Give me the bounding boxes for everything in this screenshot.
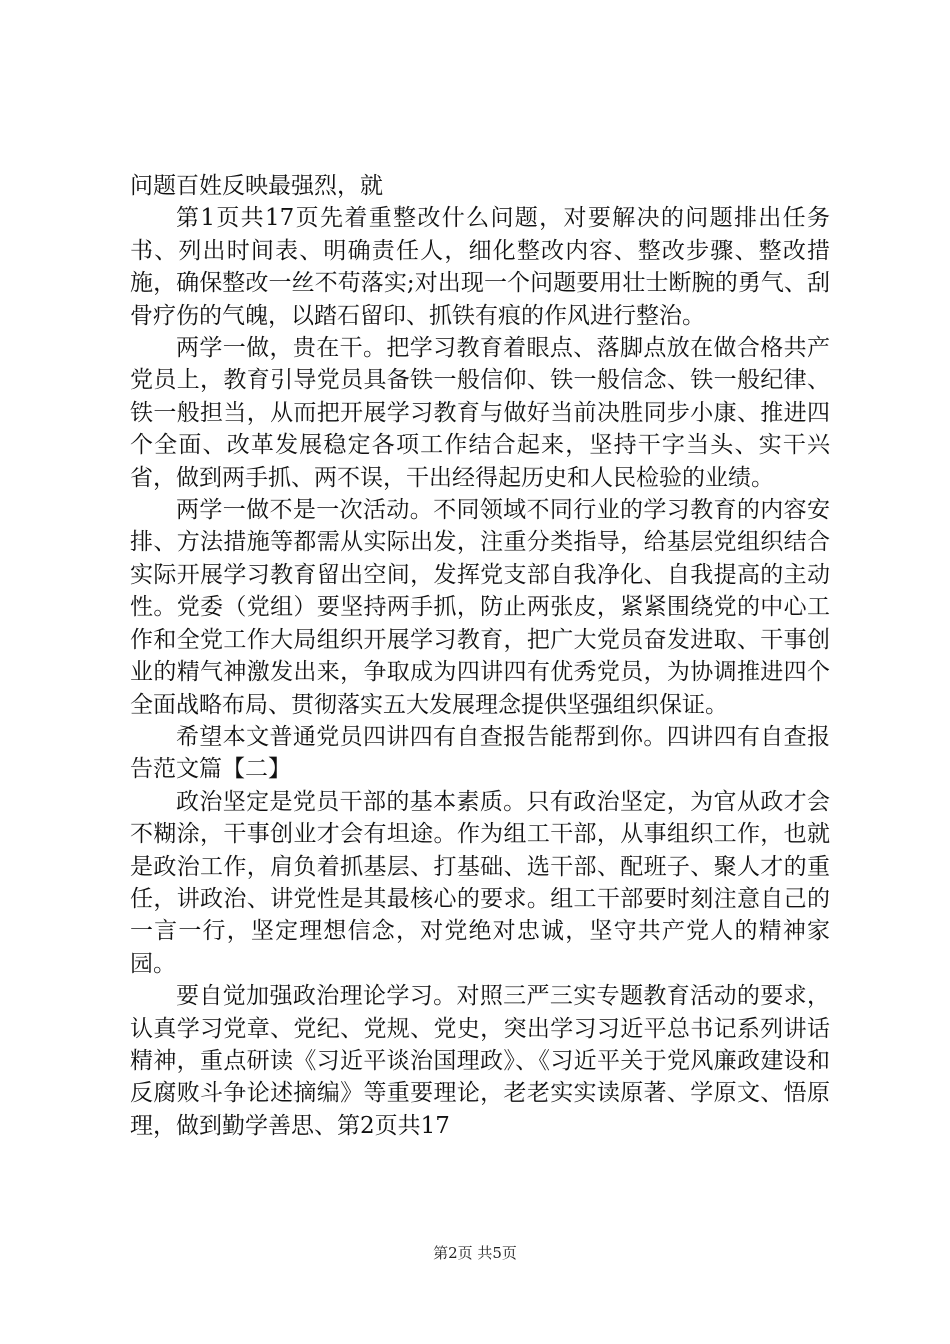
page-footer [0, 1242, 950, 1263]
document-body [130, 170, 830, 1142]
paragraph-3: 两学一做，贵在干。把学习教育着眼点、落脚点放在做合格共产党员上，教育引导党员具备铁一般信仰、铁一般信念、铁一般纪律、铁一般担当，从而把开展学习教育与做好当前决胜同步小康、推进四个全面、改革发展稳定各项工作结合起来，坚持干字当头、实干兴省，做到两手抓、两不误，干出经得起历史和人民检验的业绩。 [130, 335, 830, 491]
page-number-label: 第2页 共5页 [433, 1244, 517, 1262]
paragraph-5: 希望本文普通党员四讲四有自查报告能帮到你。四讲四有自查报告范文篇【二】 [130, 723, 830, 783]
paragraph-7: 要自觉加强政治理论学习。对照三严三实专题教育活动的要求，认真学习党章、党纪、党规、党史，突出学习习近平总书记系列讲话精神，重点研读《习近平谈治国理政》、《习近平关于党风廉政建设和反腐败斗争论述摘编》等重要理论，老老实实读原著、学原文、悟原理，做到勤学善思、第2页共17 [130, 983, 830, 1139]
paragraph-2: 第1页共17页先着重整改什么问题，对要解决的问题排出任务书、列出时间表、明确责任人，细化整改内容、整改步骤、整改措施，确保整改一丝不苟落实;对出现一个问题要用壮士断腕的勇气、刮骨疗伤的气魄，以踏石留印、抓铁有痕的作风进行整治。 [130, 205, 830, 329]
paragraph-4: 两学一做不是一次活动。不同领域不同行业的学习教育的内容安排、方法措施等都需从实际出发，注重分类指导，给基层党组织结合实际开展学习教育留出空间，发挥党支部自我净化、自我提高的主动性。党委（党组）要坚持两手抓，防止两张皮，紧紧围绕党的中心工作和全党工作大局组织开展学习教育，把广大党员奋发进取、干事创业的精气神激发出来，争取成为四讲四有优秀党员，为协调推进四个全面战略布局、贯彻落实五大发展理念提供坚强组织保证。 [130, 497, 830, 718]
paragraph-6: 政治坚定是党员干部的基本素质。只有政治坚定，为官从政才会不糊涂，干事创业才会有坦途。作为组工干部，从事组织工作，也就是政治工作，肩负着抓基层、打基础、选干部、配班子、聚人才的重任，讲政治、讲党性是其最核心的要求。组工干部要时刻注意自己的一言一行，坚定理想信念，对党绝对忠诚，坚守共产党人的精神家园。 [130, 788, 830, 977]
paragraph-1: 问题百姓反映最强烈，就 [130, 173, 383, 199]
